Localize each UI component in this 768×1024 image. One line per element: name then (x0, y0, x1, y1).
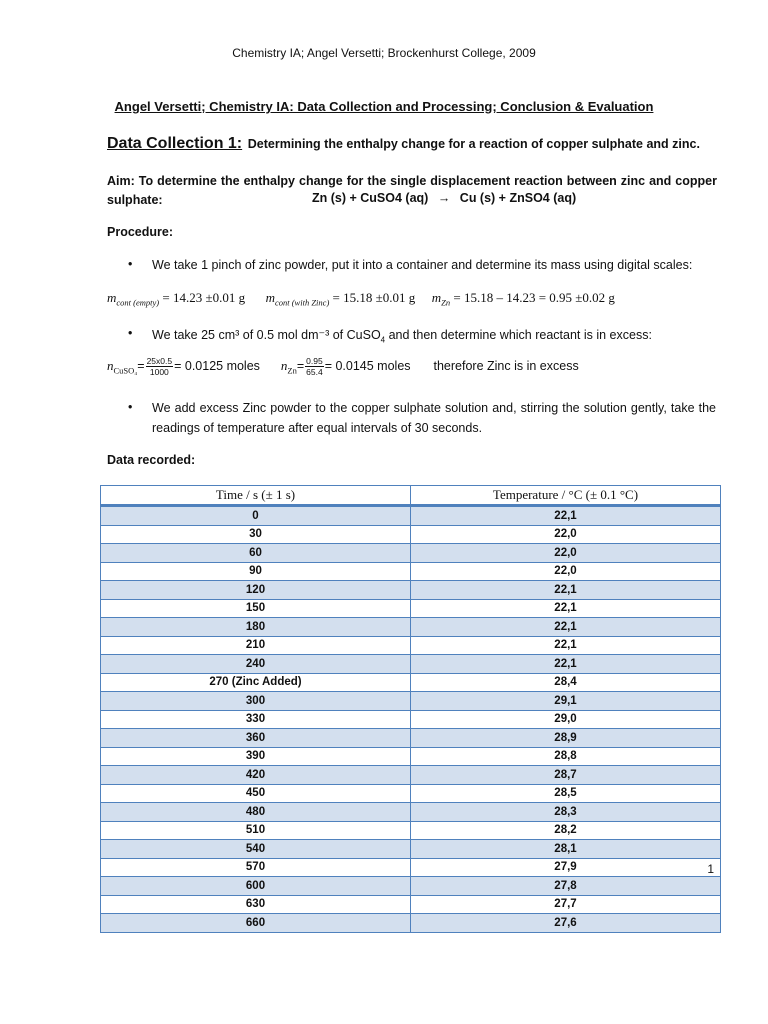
time-cell: 540 (101, 840, 411, 859)
table-row (101, 655, 721, 674)
time-cell: 60 (101, 544, 411, 563)
temperature-cell: 22,0 (411, 544, 721, 563)
column-header-time: Time / s (± 1 s) (101, 486, 411, 506)
table-row (101, 506, 721, 526)
temperature-cell: 22,1 (411, 636, 721, 655)
procedure-step-1: We take 1 pinch of zinc powder, put it into a container and determine its mass using digital scales: (152, 258, 693, 272)
procedure-heading: Procedure: (107, 225, 173, 239)
running-header: Chemistry IA; Angel Versetti; Brockenhurst College, 2009 (232, 46, 536, 60)
temperature-cell: 22,0 (411, 562, 721, 581)
table-row (101, 747, 721, 766)
section-text: Determining the enthalpy change for a reaction of copper sulphate and zinc. (247, 137, 700, 151)
table-row (101, 821, 721, 840)
table-row (101, 692, 721, 711)
temperature-cell: 28,4 (411, 673, 721, 692)
temperature-cell: 22,1 (411, 599, 721, 618)
time-cell: 420 (101, 766, 411, 785)
table-row (101, 766, 721, 785)
table-row (101, 673, 721, 692)
bullet-icon: • (128, 400, 133, 414)
table-row (101, 895, 721, 914)
data-recorded-label: Data recorded: (107, 453, 196, 467)
time-cell: 600 (101, 877, 411, 896)
mass-empty-value: = 14.23 ±0.01 g (159, 290, 246, 305)
time-cell: 120 (101, 581, 411, 600)
table-row (101, 618, 721, 637)
time-cell: 360 (101, 729, 411, 748)
cuso4-fraction: $\frac{25x0.5}{1000}$ (146, 356, 173, 377)
temperature-cell: 27,9 (411, 858, 721, 877)
table-row (101, 729, 721, 748)
temperature-cell: 22,0 (411, 525, 721, 544)
section-label: Data Collection 1: (107, 135, 243, 152)
table-row (101, 803, 721, 822)
equation-reactants: Zn (s) + CuSO4 (aq) (312, 191, 429, 205)
time-cell: 330 (101, 710, 411, 729)
temperature-data-table (100, 485, 721, 933)
time-cell: 300 (101, 692, 411, 711)
page-number: 1 (707, 862, 714, 876)
temperature-cell: 28,3 (411, 803, 721, 822)
section-heading (107, 135, 700, 153)
temperature-cell: 22,1 (411, 581, 721, 600)
bullet-icon: • (128, 326, 133, 340)
temperature-cell: 29,1 (411, 692, 721, 711)
temperature-cell: 28,1 (411, 840, 721, 859)
table-row (101, 710, 721, 729)
document-title: Angel Versetti; Chemistry IA: Data Collection and Processing; Conclusion & Evaluation (114, 99, 654, 114)
temperature-cell: 22,1 (411, 618, 721, 637)
table-body (101, 506, 721, 933)
time-cell: 480 (101, 803, 411, 822)
table-row (101, 636, 721, 655)
time-cell: 660 (101, 914, 411, 933)
temperature-cell: 27,7 (411, 895, 721, 914)
temperature-cell: 28,2 (411, 821, 721, 840)
temperature-cell: 27,8 (411, 877, 721, 896)
mass-measurements: $m_{cont (empty)} = 14.23 \pm 0.01$ g $m_{cont (with Zinc)} = 15.18 \pm 0.01$ g $m_{Zn} = 15.18 - 14.23 = 0.95 \pm 0.02$ g (107, 290, 615, 308)
time-cell: 270 (Zinc Added) (101, 673, 411, 692)
time-cell: 150 (101, 599, 411, 618)
aim-label: Aim: (107, 174, 135, 188)
cuso4-moles: = 0.0125 moles (174, 358, 260, 373)
bullet-icon: • (128, 257, 133, 271)
column-header-temperature: Temperature / °C (± 0.1 °C) (411, 486, 721, 506)
moles-calculation: $n_{CuSO_4}=$ $\frac{25x0.5}{1000}$ = 0.0125 moles $n_{Zn}=$ $\frac{0.95}{65.4}$ = 0.0145 moles therefore Zinc is in excess (107, 356, 579, 377)
table-row (101, 581, 721, 600)
temperature-cell: 28,8 (411, 747, 721, 766)
zn-fraction: $\frac{0.95}{65.4}$ (306, 356, 323, 377)
table-row (101, 525, 721, 544)
time-cell: 390 (101, 747, 411, 766)
temperature-cell: 28,9 (411, 729, 721, 748)
time-cell: 240 (101, 655, 411, 674)
temperature-cell: 28,5 (411, 784, 721, 803)
temperature-cell: 22,1 (411, 506, 721, 526)
temperature-cell: 28,7 (411, 766, 721, 785)
time-cell: 630 (101, 895, 411, 914)
arrow-icon: → (437, 191, 451, 205)
mass-zinc-value: = 15.18 – 14.23 = 0.95 ±0.02 g (450, 290, 615, 305)
temperature-cell: 29,0 (411, 710, 721, 729)
time-cell: 90 (101, 562, 411, 581)
table-row (101, 599, 721, 618)
aim-text: To determine the enthalpy change for the single displacement reaction between zinc and copper sulphate: (107, 174, 717, 207)
excess-conclusion: therefore Zinc is in excess (433, 358, 579, 373)
equation-products: Cu (s) + ZnSO4 (aq) (459, 191, 577, 205)
time-cell: 210 (101, 636, 411, 655)
table-row (101, 562, 721, 581)
table-row (101, 877, 721, 896)
table-row (101, 914, 721, 933)
time-cell: 0 (101, 506, 411, 526)
mass-with-zinc-value: = 15.18 ±0.01 g (329, 290, 416, 305)
temperature-cell: 27,6 (411, 914, 721, 933)
zn-moles: = 0.0145 moles (324, 358, 411, 373)
table-row (101, 858, 721, 877)
time-cell: 570 (101, 858, 411, 877)
table-row (101, 544, 721, 563)
time-cell: 180 (101, 618, 411, 637)
procedure-step-3: We add excess Zinc powder to the copper sulphate solution and, stirring the solution gently, take the readings of temperature after equal intervals of 30 seconds. (152, 401, 716, 435)
procedure-step-2: We take 25 cm³ of 0.5 mol dm⁻³ of CuSO$_4$ and then determine which reactant is in excess: (152, 328, 652, 345)
temperature-cell: 22,1 (411, 655, 721, 674)
table-row (101, 784, 721, 803)
time-cell: 30 (101, 525, 411, 544)
reaction-equation (312, 191, 576, 205)
table-header-row (101, 486, 721, 506)
time-cell: 510 (101, 821, 411, 840)
table-row (101, 840, 721, 859)
time-cell: 450 (101, 784, 411, 803)
